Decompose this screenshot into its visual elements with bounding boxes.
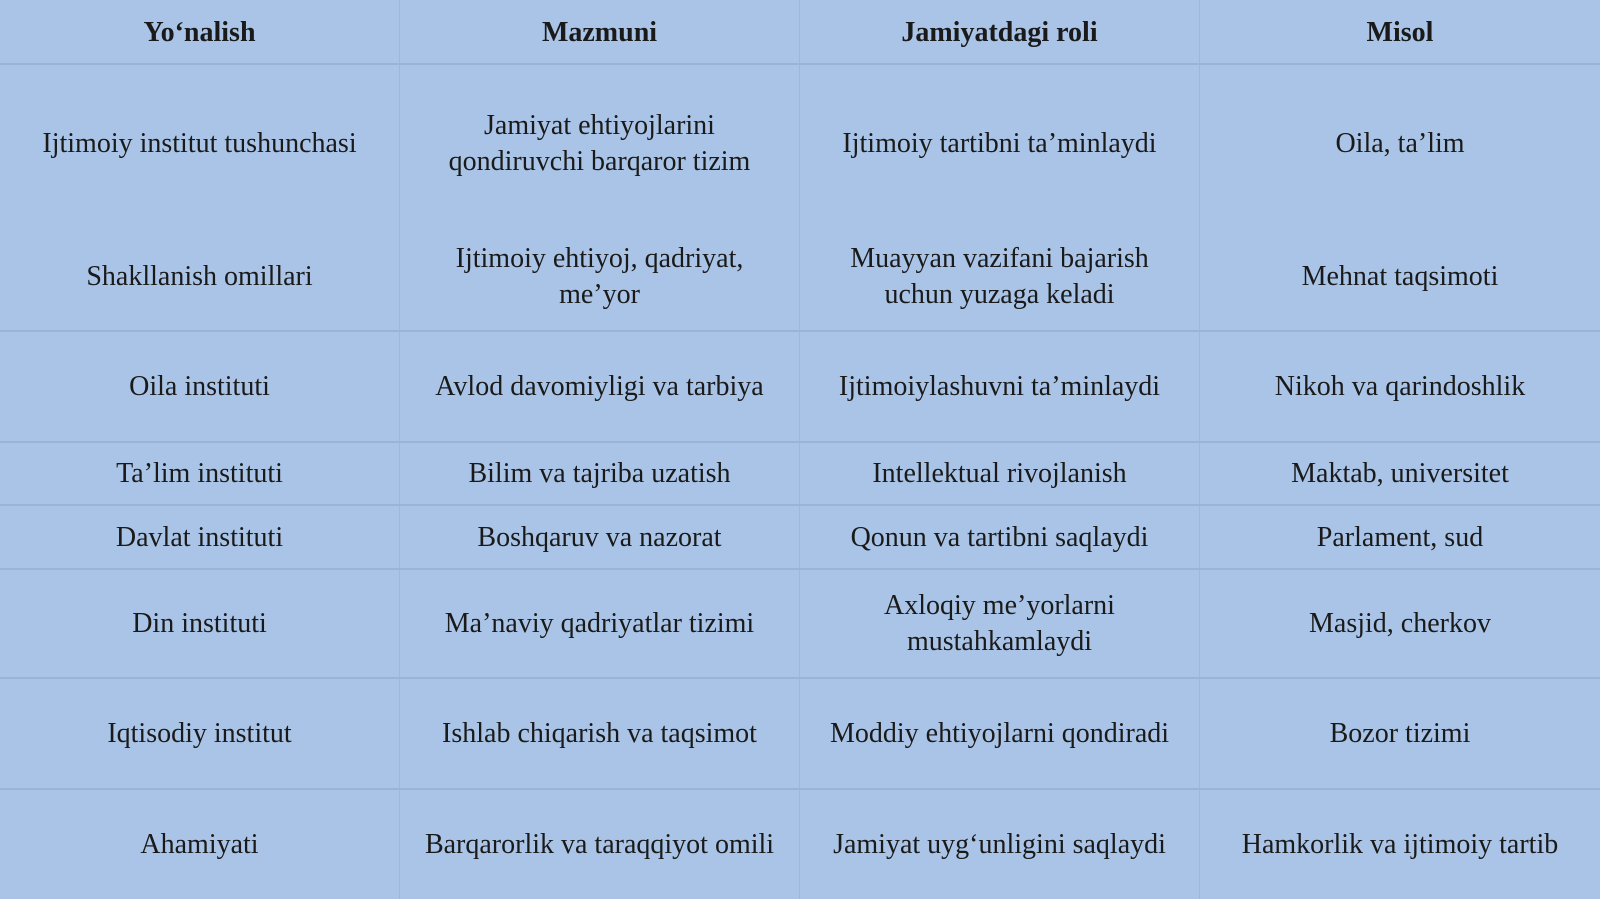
cell-misol: Parlament, sud: [1316, 522, 1484, 553]
cell-misol: Bozor tizimi: [1329, 718, 1471, 749]
table-row: [0, 790, 1600, 899]
table-row: [0, 332, 1600, 442]
table-row: [0, 506, 1600, 570]
table-row: [0, 679, 1600, 789]
cell-mazmuni: Boshqaruv va nazorat: [400, 506, 800, 570]
table-row: [0, 443, 1600, 505]
cell-misol: Maktab, universitet: [1291, 458, 1509, 489]
cell-roli: Axloqiy me’yorlarni mustahkamlaydi: [800, 570, 1200, 678]
table-row: [0, 210, 1600, 344]
cell-roli: Muayyan vazifani bajarish uchun yuzaga keladi: [800, 210, 1200, 344]
cell-mazmuni: Barqarorlik va taraqqiyot omili: [400, 790, 800, 899]
cell-mazmuni: Avlod davomiyligi va tarbiya: [400, 332, 800, 442]
cell-roli: Moddiy ehtiyojlarni qondiradi: [800, 679, 1200, 789]
header-mazmuni: Mazmuni: [400, 0, 800, 66]
cell-yonalish: Ijtimoiy institut tushunchasi: [0, 66, 400, 222]
cell-mazmuni: Ma’naviy qadriyatlar tizimi: [400, 570, 800, 678]
cell-roli: Qonun va tartibni saqlaydi: [800, 506, 1200, 570]
cell-yonalish: Shakllanish omillari: [0, 210, 400, 344]
cell-mazmuni: Ishlab chiqarish va taqsimot: [400, 679, 800, 789]
header-misol: Misol: [1366, 17, 1434, 48]
header-yonalish: Yo‘nalish: [0, 0, 400, 66]
cell-misol: Hamkorlik va ijtimoiy tartib: [1241, 828, 1559, 860]
table-row: [0, 570, 1600, 678]
cell-misol: Oila, ta’lim: [1335, 128, 1465, 159]
cell-roli: Ijtimoiy tartibni ta’minlaydi: [800, 66, 1200, 222]
cell-roli: Intellektual rivojlanish: [800, 443, 1200, 505]
cell-misol: Masjid, cherkov: [1309, 608, 1491, 639]
cell-misol: Nikoh va qarindoshlik: [1274, 371, 1526, 402]
cell-yonalish: Ahamiyati: [0, 790, 400, 899]
cell-yonalish: Ta’lim instituti: [0, 443, 400, 505]
cell-yonalish: Oila instituti: [0, 332, 400, 442]
cell-mazmuni: Jamiyat ehtiyojlarini qondiruvchi barqaror tizim: [400, 66, 800, 222]
cell-misol: Mehnat taqsimoti: [1301, 261, 1499, 292]
header-jamiyatdagi-roli: Jamiyatdagi roli: [800, 0, 1200, 66]
cell-yonalish: Davlat instituti: [0, 506, 400, 570]
cell-yonalish: Din instituti: [0, 570, 400, 678]
cell-mazmuni: Ijtimoiy ehtiyoj, qadriyat, me’yor: [400, 210, 800, 344]
table-header-row: [0, 0, 1600, 66]
cell-mazmuni: Bilim va tajriba uzatish: [400, 443, 800, 505]
cell-roli: Jamiyat uyg‘unligini saqlaydi: [800, 790, 1200, 899]
header-divider: [0, 63, 1600, 65]
table-row: [0, 66, 1600, 222]
cell-yonalish: Iqtisodiy institut: [0, 679, 400, 789]
cell-roli: Ijtimoiylashuvni ta’minlaydi: [800, 332, 1200, 442]
